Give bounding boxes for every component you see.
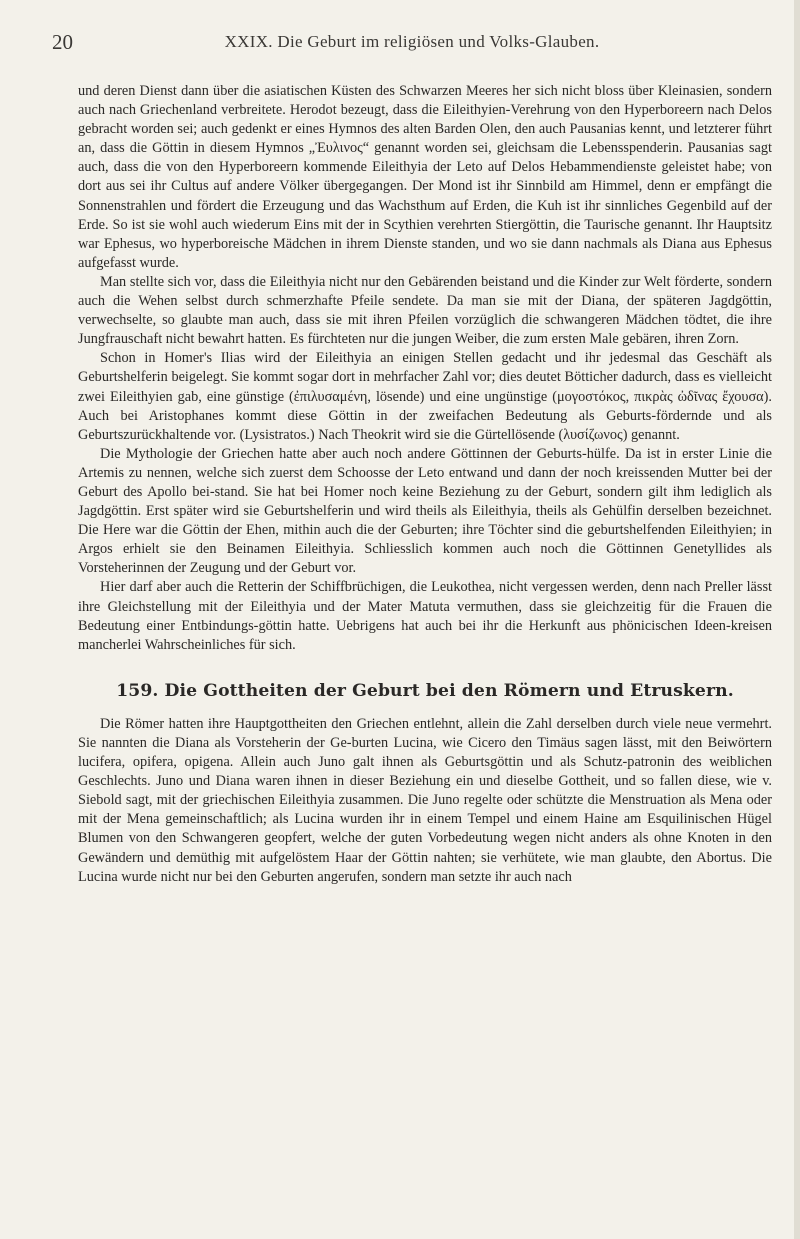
page-body [78, 82, 772, 887]
paragraph: Man stellte sich vor, dass die Eileithyia nicht nur den Gebärenden beistand und die Kinder zur Welt förderte, sondern auch die Wehen selbst durch schmerzhafte Pfeile sendete. Da man sie mit der Diana, der späteren Jagdgöttin, verwechselte, so glaubte man auch, dass sie mit ihren Pfeilen vorzüglich die schwangeren Mädchen tödtet, die ihre Jungfrauschaft nicht bewahrt hatten. Es fürchteten nur die jungen Weiber, die zum ersten Male gebären, ihren Zorn. [78, 273, 772, 348]
paragraph: Die Mythologie der Griechen hatte aber auch noch andere Göttinnen der Geburts-hülfe. Da ist in erster Linie die Artemis zu nennen, welche sich zuerst dem Schoosse der Leto entwand und dann der noch kreissenden Mutter bei der Geburt des Apollo bei-stand. Sie hat bei Homer noch keine Beziehung zu der Geburt, sondern gilt ihm lediglich als Jagdgöttin. Erst später wird sie Geburtshelferin und wird theils als Eileithyia, theils als Gehülfin derselben bezeichnet. Die Here war die Göttin der Ehen, mithin auch die der Geburten; ihre Töchter sind die geburtshelfenden Eileithyien; in Argos erhielt sie den Beinamen Eileithyia. Schliesslich kommen auch noch die Göttinnen Genetyllides als Vorsteherinnen der Zeugung und der Geburt vor. [78, 445, 772, 577]
running-head: XXIX. Die Geburt im religiösen und Volks-Glauben. [224, 32, 600, 51]
paragraph: und deren Dienst dann über die asiatischen Küsten des Schwarzen Meeres her sich nicht bloss über Kleinasien, sondern auch nach Griechenland verbreitete. Herodot bezeugt, dass die Eileithyien-Verehrung von den Hyperboreern nach Delos gebracht worden sei; auch gedenkt er eines Hymnos des alten Barden Olen, den auch Pausanias kennt, und letzterer führt an, dass die Göttin in diesem Hymnos „Ἐυλινος“ genannt worden sei, gleichsam die Lebensspenderin. Pausanias sagt auch, dass die von den Hyperboreern kommende Eileithyia der Leto auf Delos Hebammendienste geleistet habe; von dort aus sei ihr Cultus auf andere Völker übergegangen. Der Mond ist ihr Sinnbild am Himmel, denn er empfängt die Sonnenstrahlen und fördert die Erzeugung und das Wachsthum auf Erden, die Kuh ist ihr sinnliches Gegenbild auf der Erde. So ist sie wohl auch wiederum Eins mit der in Scythien verehrten Stiergöttin, die Taurische genannt. Ihr Hauptsitz war Ephesus, wo hyperboreische Mädchen in ihrem Dienste standen, und wo sie dann nachmals als Diana aus Ephesus aufgefasst wurde. [78, 83, 772, 271]
section-heading: 159. Die Gottheiten der Geburt bei den Römern und Etruskern. [116, 680, 734, 701]
paragraph: Schon in Homer's Ilias wird der Eileithyia an einigen Stellen gedacht und ihr jedesmal das Geschäft als Geburtshelferin beigelegt. Sie kommt sogar dort in mehrfacher Zahl vor; dies deutet Bötticher dadurch, dass es vielleicht zwei Eileithyien gab, eine günstige (ἐπιλυσαμένη, lösende) und eine ungünstige (μογοστόκος, πικρὰς ὠδῖνας ἔχουσα). Auch bei Aristophanes kommt diese Göttin in der zweifachen Bedeutung als Geburts-fördernde und als Geburtszurückhaltende vor. (Lysistratos.) Nach Theokrit wird sie die Gürtellösende (λυσίζωνος) genannt. [78, 350, 772, 443]
page-edge [794, 0, 800, 1239]
paragraph: Hier darf aber auch die Retterin der Schiffbrüchigen, die Leukothea, nicht vergessen werden, denn nach Preller lässt ihre Gleichstellung mit der Eileithyia und der Mater Matuta vermuthen, dass sie gleichzeitig für die Frauen die Bedeutung einer Entbindungs-göttin hatte. Uebrigens hat auch bei ihr die Herkunft aus phönicischen Ideen-kreisen mancherlei Wahrscheinliches für sich. [78, 579, 772, 653]
page-header [52, 30, 742, 54]
paragraph: Die Römer hatten ihre Hauptgottheiten den Griechen entlehnt, allein die Zahl derselben durch viele neue vermehrt. Sie nannten die Diana als Vorsteherin der Ge-burten Lucina, wie Cicero den Timäus sagen lässt, mit den Beiwörtern lucifera, opifera, opigena. Allein auch Juno galt ihnen als Geburtsgöttin und als Schutz-patronin des weiblichen Geschlechts. Juno und Diana waren ihnen in dieser Beziehung ein und dieselbe Gottheit, und so fallen diese, wie v. Siebold sagt, mit der griechischen Eileithyia zusammen. Die Juno regelte oder schützte die Menstruation als Mena oder mit der Mena gemeinschaftlich; als Lucina wurden ihr in einem Tempel und einem Haine am Esquilinischen Hügel Blumen von den Schwangeren geopfert, welche der guten Vorbedeutung wegen nicht anders als ohne Knoten in den Gewändern und demüthig mit aufgelöstem Haar der Göttin nahten; sie verhütete, wie man glaubte, den Abortus. Die Lucina wurde nicht nur bei den Geburten angerufen, sondern man setzte ihr auch nach [78, 715, 772, 885]
page-number: 20 [52, 30, 73, 54]
